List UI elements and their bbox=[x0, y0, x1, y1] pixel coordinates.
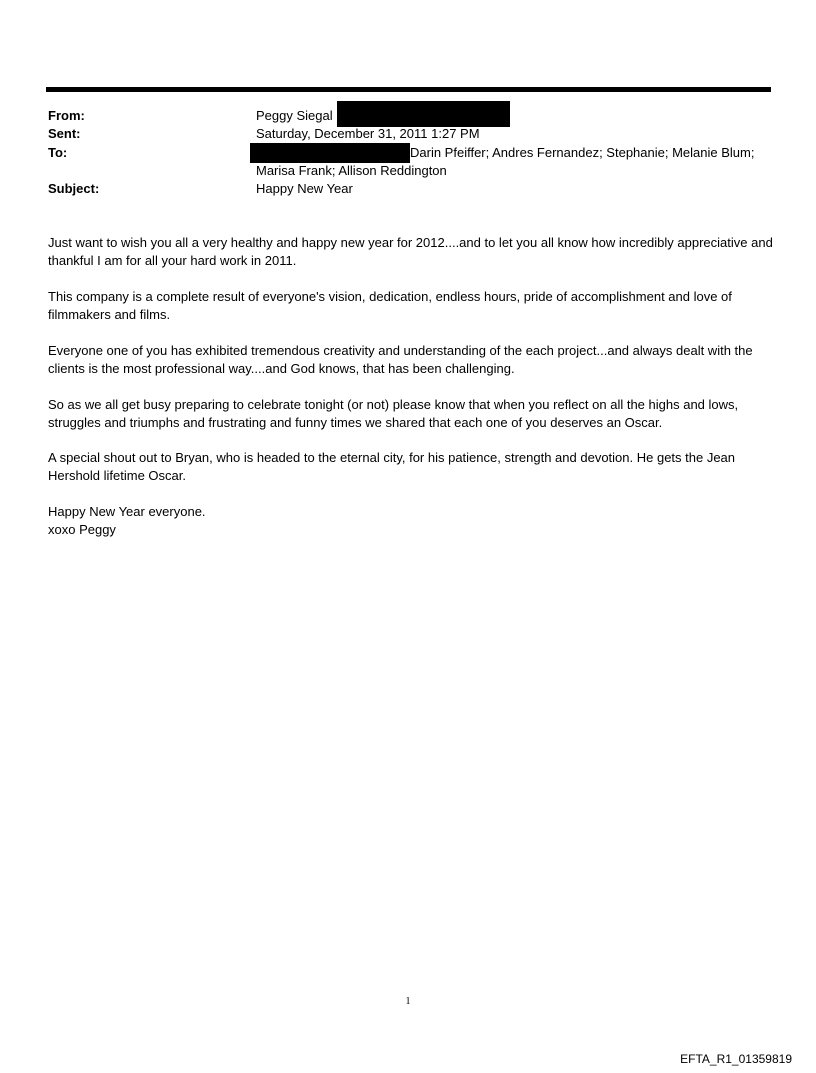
from-label: From: bbox=[48, 108, 85, 123]
to-value-line2: Marisa Frank; Allison Reddington bbox=[256, 163, 447, 178]
body-paragraph-5: A special shout out to Bryan, who is headed to the eternal city, for his patience, strength and devotion. He gets the Jean Hershold lifetime Oscar. bbox=[48, 450, 736, 483]
from-value: Peggy Siegal bbox=[256, 108, 333, 123]
signature: xoxo Peggy bbox=[48, 522, 116, 537]
to-label: To: bbox=[48, 145, 68, 160]
subject-value: Happy New Year bbox=[256, 181, 353, 196]
body-paragraph-2: This company is a complete result of everyone's vision, dedication, endless hours, pride of accomplishment and love of filmmakers and films. bbox=[48, 289, 732, 322]
page-number: 1 bbox=[405, 996, 411, 1007]
sent-label: Sent: bbox=[48, 126, 81, 141]
header-rule bbox=[46, 87, 771, 92]
to-value-line1: Darin Pfeiffer; Andres Fernandez; Stephanie; Melanie Blum; bbox=[410, 145, 755, 160]
body-paragraph-3: Everyone one of you has exhibited tremendous creativity and understanding of the each project...and always dealt with the clients is the most professional way....and God knows, that has been challenging. bbox=[48, 343, 753, 376]
body-paragraph-4: So as we all get busy preparing to celebrate tonight (or not) please know that when you reflect on all the highs and lows, struggles and triumphs and frustrating and funny times we shared that each one of you deserves an Oscar. bbox=[48, 397, 739, 430]
closing-line-1: Happy New Year everyone. bbox=[48, 504, 206, 519]
redaction-to-recipient bbox=[250, 143, 410, 163]
subject-label: Subject: bbox=[48, 181, 100, 196]
document-id: EFTA_R1_01359819 bbox=[680, 1052, 792, 1066]
body-paragraph-1: Just want to wish you all a very healthy and happy new year for 2012....and to let you all know how incredibly appreciative and thankful I am for all your hard work in 2011. bbox=[48, 235, 773, 268]
redaction-from-email bbox=[337, 101, 510, 127]
sent-value: Saturday, December 31, 2011 1:27 PM bbox=[256, 126, 480, 141]
